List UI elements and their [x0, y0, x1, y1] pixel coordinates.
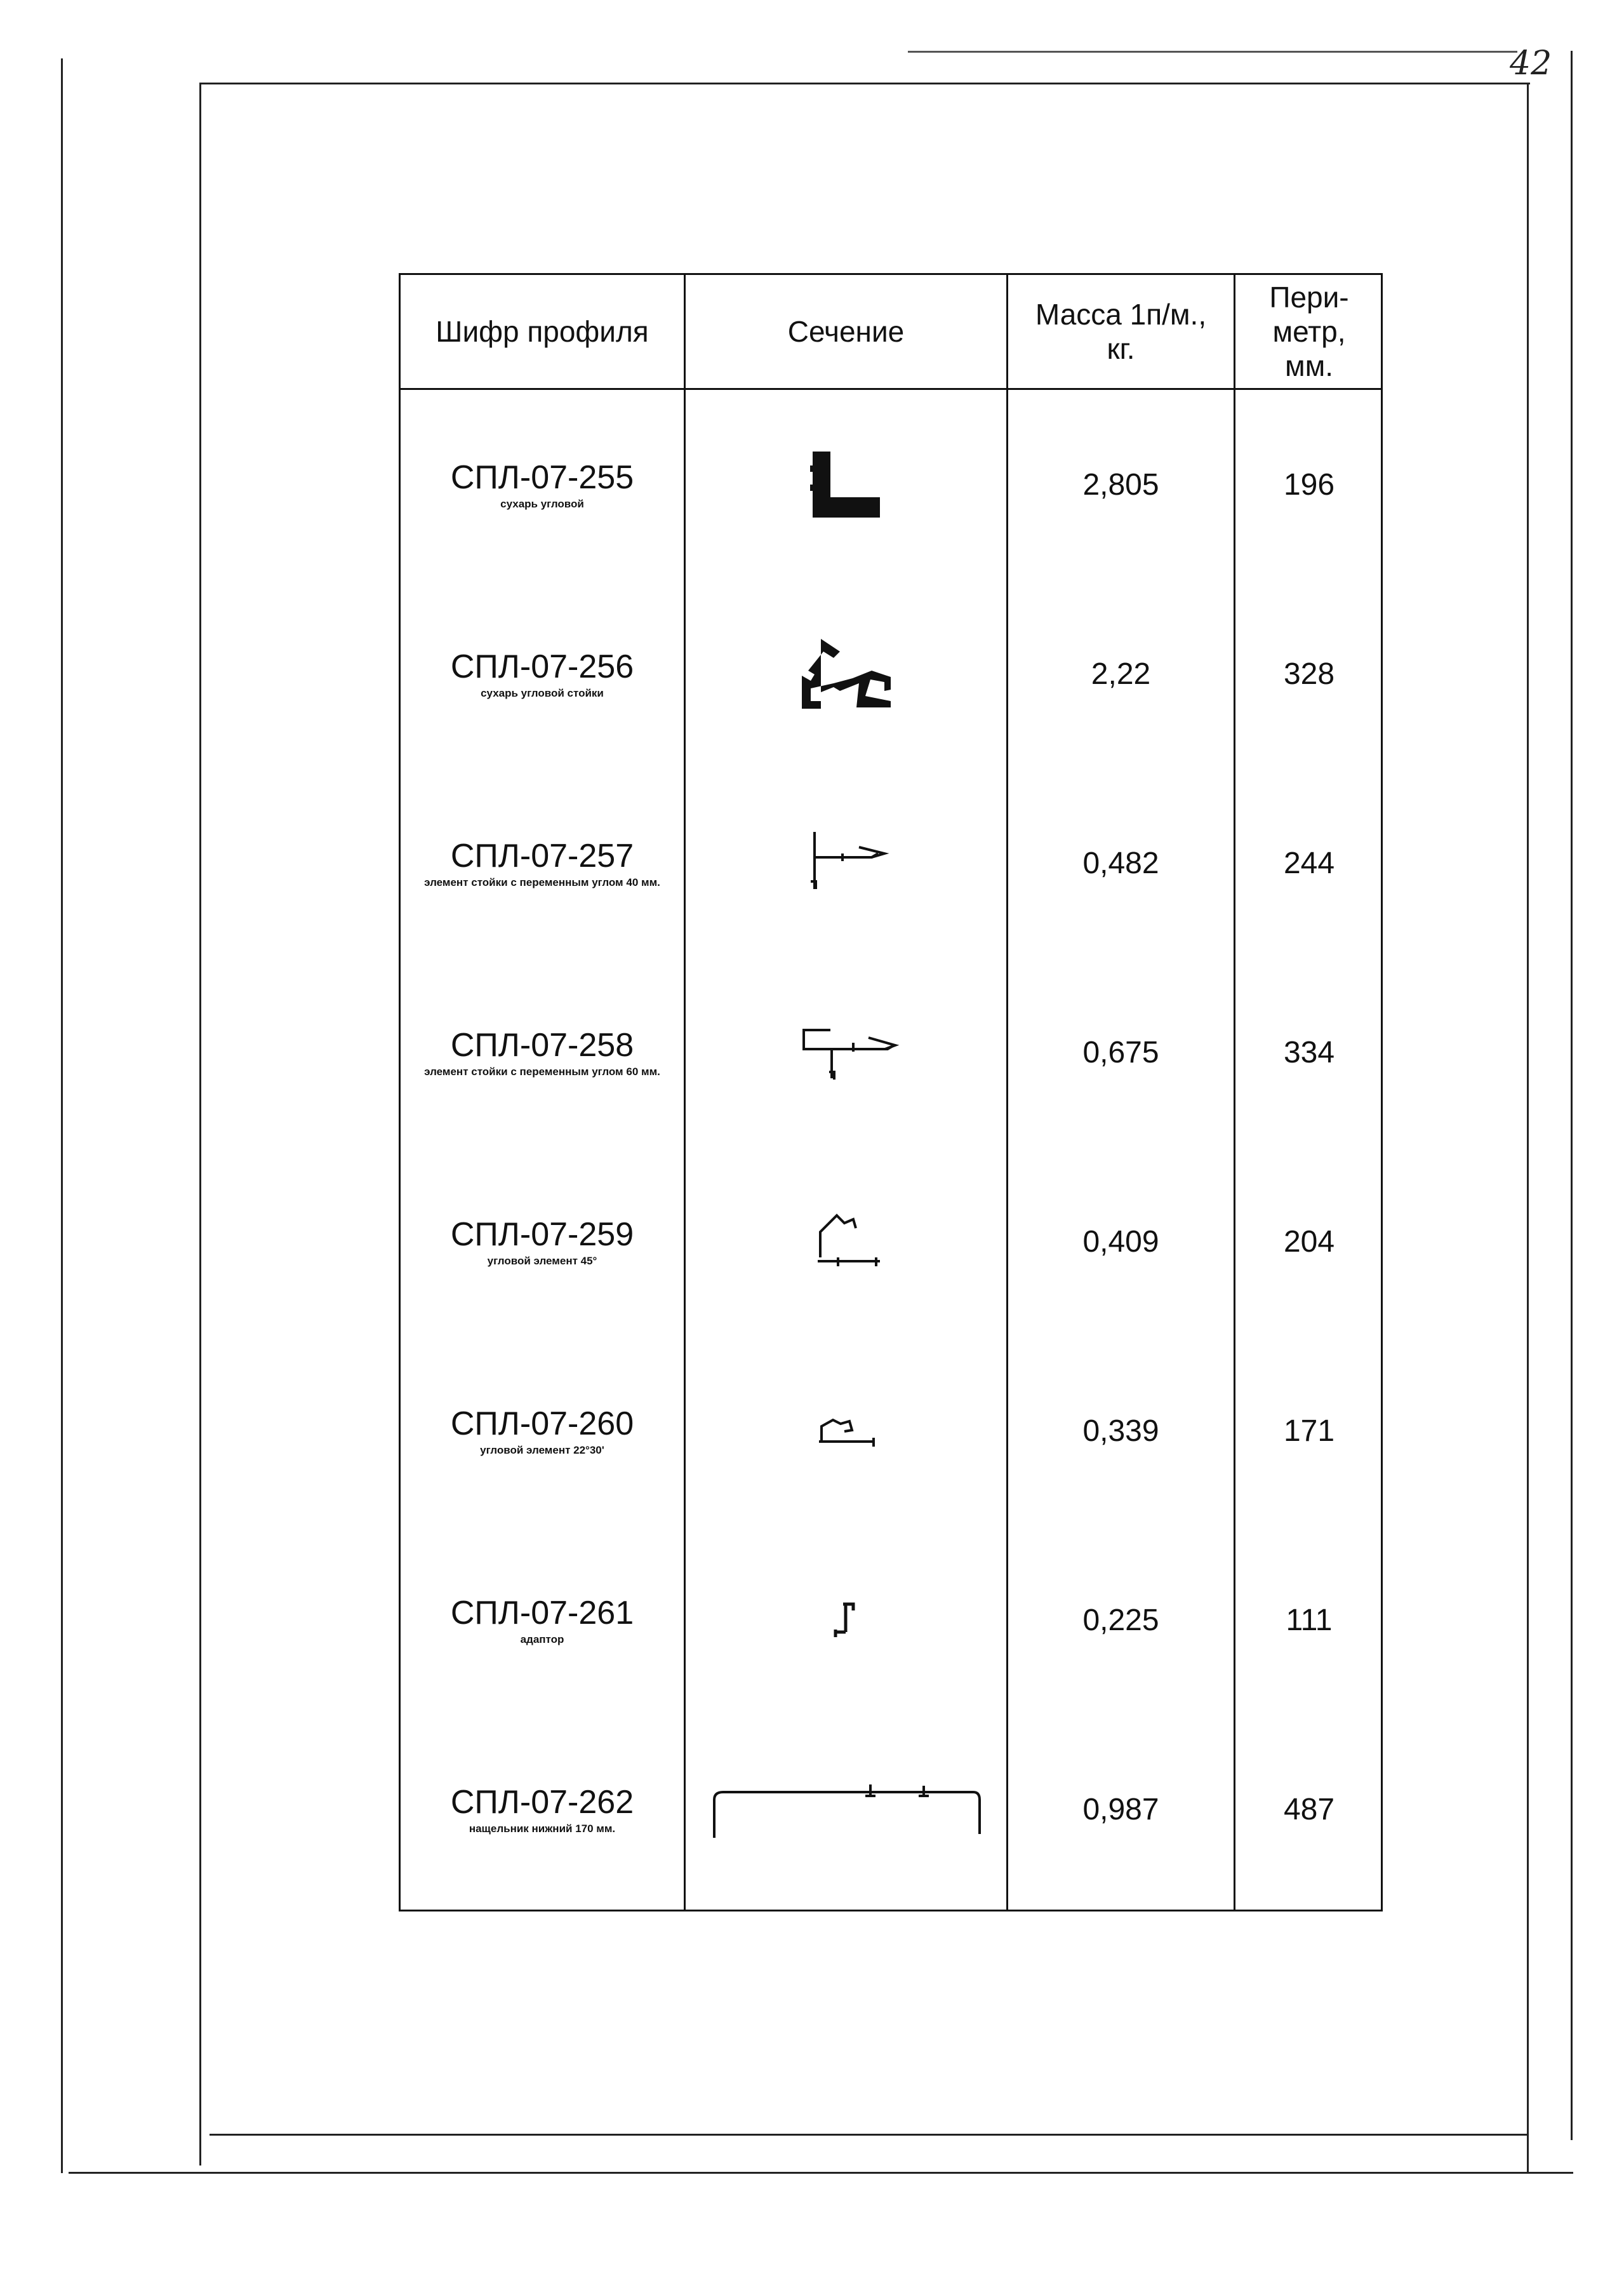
perimeter-value: 196	[1283, 467, 1335, 502]
mass-value: 0,675	[1082, 1035, 1159, 1069]
profile-description: адаптор	[520, 1633, 564, 1645]
frame-top-dash	[908, 51, 1517, 53]
mass-value: 2,805	[1082, 467, 1159, 502]
profiles-table	[399, 273, 1383, 1911]
profile-code: СПЛ-07-261	[450, 1594, 634, 1631]
perimeter-value: 244	[1283, 846, 1335, 880]
perimeter-value: 171	[1283, 1414, 1335, 1448]
perimeter-value: 334	[1283, 1035, 1335, 1069]
profile-code: СПЛ-07-256	[450, 648, 634, 685]
header-perimeter: Пери- метр, мм.	[1269, 281, 1349, 382]
frame-inner-bottom	[210, 2134, 1527, 2136]
table-row	[401, 768, 1381, 958]
profile-code: СПЛ-07-257	[450, 837, 634, 874]
table-row	[401, 579, 1381, 768]
frame-inner-top	[199, 83, 1530, 84]
profile-corner-22-30-icon	[805, 1402, 888, 1459]
perimeter-value: 111	[1286, 1603, 1333, 1637]
profile-description: нащельник нижний 170 мм.	[469, 1822, 616, 1835]
table-row	[401, 1525, 1381, 1715]
frame-outer-left	[61, 58, 63, 2173]
profile-l-shape-solid-icon	[805, 446, 888, 523]
table-row	[401, 958, 1381, 1147]
profile-code: СПЛ-07-255	[450, 459, 634, 496]
profile-description: сухарь угловой	[500, 497, 584, 510]
mass-value: 0,339	[1082, 1414, 1159, 1448]
profile-corner-post-solid-icon	[795, 633, 897, 715]
header-section: Сечение	[787, 315, 905, 348]
profile-variable-angle-60-icon	[792, 1017, 900, 1087]
perimeter-value: 487	[1283, 1792, 1335, 1826]
profile-adapter-icon	[818, 1591, 875, 1649]
profile-code: СПЛ-07-262	[450, 1783, 634, 1821]
frame-outer-bottom	[69, 2172, 1573, 2174]
table-row	[401, 390, 1381, 579]
header-code: Шифр профиля	[436, 315, 649, 348]
frame-outer-right	[1571, 51, 1573, 2140]
frame-inner-left	[199, 83, 201, 2166]
perimeter-value: 328	[1283, 657, 1335, 691]
mass-value: 0,225	[1082, 1603, 1159, 1637]
page-number: 42	[1510, 44, 1552, 83]
profile-code: СПЛ-07-259	[450, 1215, 634, 1253]
header-mass: Масса 1п/м., кг.	[1035, 298, 1207, 365]
mass-value: 2,22	[1091, 657, 1151, 691]
table-row	[401, 1336, 1381, 1525]
profile-code: СПЛ-07-260	[450, 1405, 634, 1442]
profile-description: угловой элемент 22°30'	[480, 1443, 604, 1456]
mass-value: 0,482	[1082, 846, 1159, 880]
profile-description: элемент стойки с переменным углом 60 мм.	[424, 1065, 660, 1078]
frame-inner-right	[1527, 83, 1529, 2172]
profile-code: СПЛ-07-258	[450, 1026, 634, 1064]
table-row	[401, 1147, 1381, 1336]
profile-description: элемент стойки с переменным углом 40 мм.	[424, 876, 660, 888]
mass-value: 0,409	[1082, 1224, 1159, 1259]
profile-description: сухарь угловой стойки	[481, 686, 604, 699]
profile-cover-strip-170-icon	[707, 1774, 986, 1844]
profile-variable-angle-40-icon	[802, 828, 891, 898]
profile-corner-45-icon	[805, 1207, 888, 1276]
mass-value: 0,987	[1082, 1792, 1159, 1826]
perimeter-value: 204	[1283, 1224, 1335, 1259]
table-row	[401, 1715, 1381, 1904]
profile-description: угловой элемент 45°	[487, 1254, 597, 1267]
